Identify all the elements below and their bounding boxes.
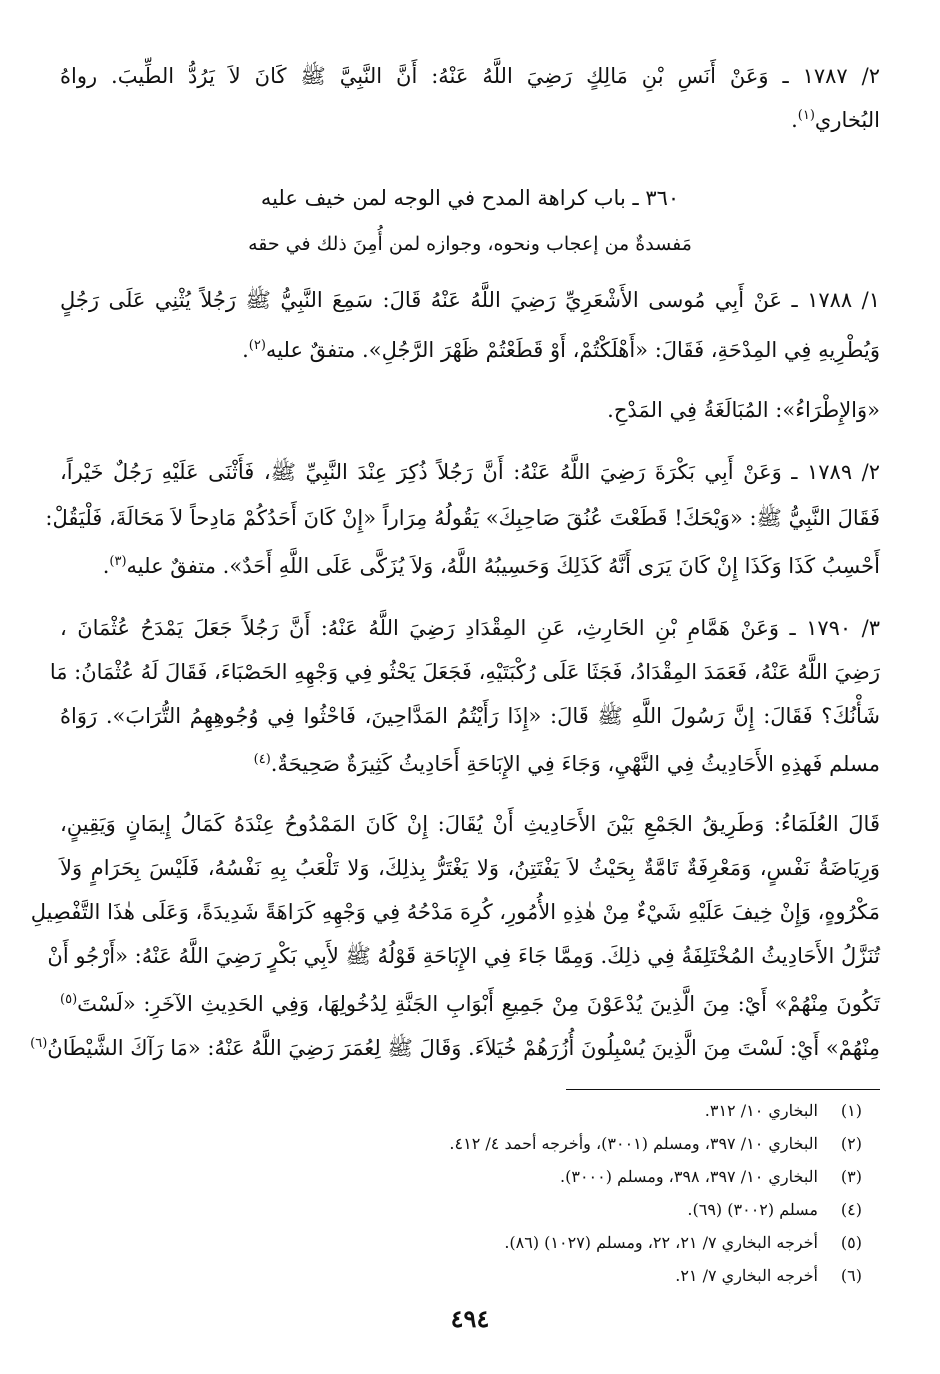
footnote-text: البخاري ١٠/ ٣١٢.	[704, 1101, 818, 1120]
commentary-line-6	[30, 1028, 880, 1064]
hadith-1789-line-3: أَحْسِبُ كَذَا وَكَذَا إِنْ كَانَ يَرَى أَنَّهُ كَذَلِكَ وَحَسِيبُهُ اللَّهُ، وَلاَ يُزَكَّى عَلَى اللَّهِ أَحَدٌ». متفقٌ عليه$^{(٣)}$.	[102, 554, 880, 578]
footnote-number: (٢)	[840, 1134, 862, 1153]
commentary-line-2: وَرِيَاضَةُ نَفْسٍ، وَمَعْرِفَةٌ تَامَّةٌ بِحَيْثُ لاَ يَفْتَتِنُ، وَلا يَغْتَرُّ بِذلِكَ، وَلا تَلْعَبُ بِهِ نَفْسُهُ، فَلَيْسَ بِحَرَامٍ وَلاَ	[60, 856, 880, 880]
footnote-6	[200, 1265, 862, 1287]
footnote-marker-3: (٣)	[109, 554, 127, 569]
hadith-1787-line-2: البُخاري$^{(١)}$.	[791, 108, 880, 132]
hadith-1789-text: أَحْسِبُ كَذَا وَكَذَا إِنْ كَانَ يَرَى أَنَّهُ كَذَلِكَ وَحَسِيبُهُ اللَّهُ، وَلاَ يُزَكَّى عَلَى اللَّهِ أَحَدٌ». متفقٌ عليه	[126, 554, 880, 578]
commentary-line-3: مَكْرُوهٍ، وَإِنْ خِيفَ عَلَيْهِ شَيْءٌ مِنْ هٰذِهِ الأُمُورِ، كُرِهَ مَدْحُهُ فِي وَجْهِهِ كَرَاهَةً شَدِيدَةً، وَعَلَى هٰذَا التَّفْصِيلِ	[30, 900, 880, 924]
footnote-5	[200, 1232, 862, 1254]
chapter-subtitle: مَفسدةٌ من إعجاب ونحوه، وجوازه لمن أُمِنَ ذلك في حقه	[248, 233, 692, 255]
commentary-text-6: مِنْهُمْ» أَيْ: لَسْتَ مِنَ الَّذِينَ يُسْبِلُونَ أُزُرَهُمْ خُيَلاَءَ. وَقَالَ ﷺ لِعُمَرَ رَضِيَ اللَّهُ عَنْهُ: «مَا رَآكَ الشَّيْطَانُ	[47, 1036, 880, 1060]
commentary-line-5	[60, 984, 880, 1020]
hadith-1788-line-1: ١/ ١٧٨٨ ـ عَنْ أَبِي مُوسى الأَشْعَرِيِّ رَضِيَ اللَّهُ عَنْهُ قَالَ: سَمِعَ النَّبِيُّ ﷺ رَجُلاً يُثْنِي عَلَى رَجُلٍ	[60, 288, 880, 312]
hadith-1790-line-2: رَضِيَ اللَّهُ عَنْهُ، فَعَمَدَ المِقْدَادُ، فَجَثَا عَلَى رُكْبَتَيْهِ، فَجَعَلَ يَحْثُو فِي وَجْهِهِ الحَصْبَاءَ، فَقَالَ لَهُ عُثْمَانُ: مَا	[49, 660, 880, 684]
hadith-1787-line-1: ٢/ ١٧٨٧ ـ وَعَنْ أَنَسِ بْنِ مَالِكٍ رَضِيَ اللَّهُ عَنْهُ: أَنَّ النَّبِيَّ ﷺ كَانَ لاَ يَرُدُّ الطِّيبَ. رواهُ	[60, 64, 880, 88]
footnote-number: (١)	[840, 1101, 862, 1120]
footnote-marker-6: (٦)	[30, 1036, 48, 1051]
hadith-1788-text: وَيُطْرِيهِ فِي المِدْحَةِ، فَقَالَ: «أَهْلَكْتُمْ، أَوْ قَطَعْتُمْ ظَهْرَ الرَّجُلِ». متفقٌ عليه	[265, 338, 880, 362]
footnote-marker-2: (٢)	[248, 338, 266, 353]
footnote-1	[200, 1100, 862, 1122]
footnote-number: (٦)	[840, 1266, 862, 1285]
chapter-title: ٣٦٠ ـ باب كراهة المدح في الوجه لمن خيف عليه	[260, 186, 680, 210]
hadith-1789-line-2: فَقَالَ النَّبِيُّ ﷺ: «وَيْحَكَ! قَطَعْتَ عُنُقَ صَاحِبِكَ» يَقُولُهُ مِرَاراً «إِنْ كَانَ أَحَدُكُمْ مَادِحاً لاَ مَحَالَةَ، فَلْيَقُلْ:	[45, 506, 880, 530]
footnote-number: (٥)	[840, 1233, 862, 1252]
footnote-number: (٣)	[840, 1167, 862, 1186]
hadith-1788-line-2: وَيُطْرِيهِ فِي المِدْحَةِ، فَقَالَ: «أَهْلَكْتُمْ، أَوْ قَطَعْتُمْ ظَهْرَ الرَّجُلِ». متفقٌ عليه$^{(٢)}$.	[242, 338, 880, 362]
commentary-text-5: تَكُونَ مِنْهُمْ» أَيْ: مِنَ الَّذِينَ يُدْعَوْنَ مِنْ جَمِيعِ أَبْوَابِ الجَنَّةِ لِدُخُولِهَا، وَفِي الحَدِيثِ الآخَرِ: «لَسْتَ	[77, 992, 880, 1016]
footnote-4	[200, 1199, 862, 1221]
footnote-text: البخاري ١٠/ ٣٩٧، ومسلم (٣٠٠١)، وأخرجه أحمد ٤/ ٤١٢.	[449, 1134, 818, 1153]
hadith-1788-note: «وَالإِطْرَاءُ»: المُبَالَغَةُ فِي المَدْحِ.	[607, 398, 880, 422]
hadith-1790-line-3: شَأْنُكَ؟ فَقَالَ: إِنَّ رَسُولَ اللَّهِ ﷺ قَالَ: «إِذَا رَأَيْتُمُ المَدَّاحِينَ، فَاحْثُوا فِي وُجُوهِهِمُ التُّرَابَ». رَوَاهُ	[60, 704, 880, 728]
footnote-number: (٤)	[840, 1200, 862, 1219]
footnote-text: مسلم (٣٠٠٢) (٦٩).	[687, 1200, 818, 1219]
hadith-1790-line-1: ٣/ ١٧٩٠ ـ وَعَنْ هَمَّامِ بْنِ الحَارِثِ، عَنِ المِقْدَادِ رَضِيَ اللَّهُ عَنْهُ: أَنَّ رَجُلاً جَعَلَ يَمْدَحُ عُثْمَانَ ،	[60, 616, 880, 640]
footnote-separator	[566, 1089, 880, 1090]
commentary-line-1: قَالَ العُلَمَاءُ: وَطَرِيقُ الجَمْعِ بَيْنَ الأَحَادِيثِ أَنْ يُقَالَ: إِنْ كَانَ المَمْدُوحُ عِنْدَهُ كَمَالُ إِيمَانٍ وَيَقِينٍ،	[60, 812, 880, 836]
footnote-3	[200, 1166, 862, 1188]
hadith-1789-line-1: ٢/ ١٧٨٩ ـ وَعَنْ أَبِي بَكْرَةَ رَضِيَ اللَّهُ عَنْهُ: أَنَّ رَجُلاً ذُكِرَ عِنْدَ النَّبِيِّ ﷺ، فَأَثْنَى عَلَيْهِ رَجُلٌ خَيْراً،	[60, 460, 880, 484]
footnote-text: البخاري ١٠/ ٣٩٧، ٣٩٨، ومسلم (٣٠٠٠).	[560, 1167, 818, 1186]
footnote-text: أخرجه البخاري ٧/ ٢١، ٢٢، ومسلم (١٠٢٧) (٨٦).	[504, 1233, 818, 1252]
footnote-2	[200, 1133, 862, 1155]
footnote-marker-1: (١)	[797, 108, 815, 123]
footnote-marker-4: (٤)	[253, 752, 271, 767]
hadith-1790-line-4	[60, 744, 880, 780]
hadith-1790-text: مسلم فَهذِهِ الأَحَادِيثُ فِي النَّهْيِ، وَجَاءَ فِي الإِبَاحَةِ أَحَادِيثُ كَثِيرَةٌ صَحِيحَةٌ.	[270, 752, 880, 776]
hadith-1787-source: البُخاري	[814, 108, 880, 132]
page-number: ٤٩٤	[450, 1304, 490, 1333]
commentary-line-4: تُنَزَّلُ الأَحَادِيثُ المُخْتَلِفَةُ فِي ذلِكَ. وَمِمَّا جَاءَ فِي الإِبَاحَةِ قَوْلُهُ ﷺ لأَبِي بَكْرٍ رَضِيَ اللَّهُ عَنْهُ: «أَرْجُو أَنْ	[47, 944, 880, 968]
footnote-marker-5: (٥)	[60, 992, 78, 1007]
footnote-text: أخرجه البخاري ٧/ ٢١.	[675, 1266, 818, 1285]
